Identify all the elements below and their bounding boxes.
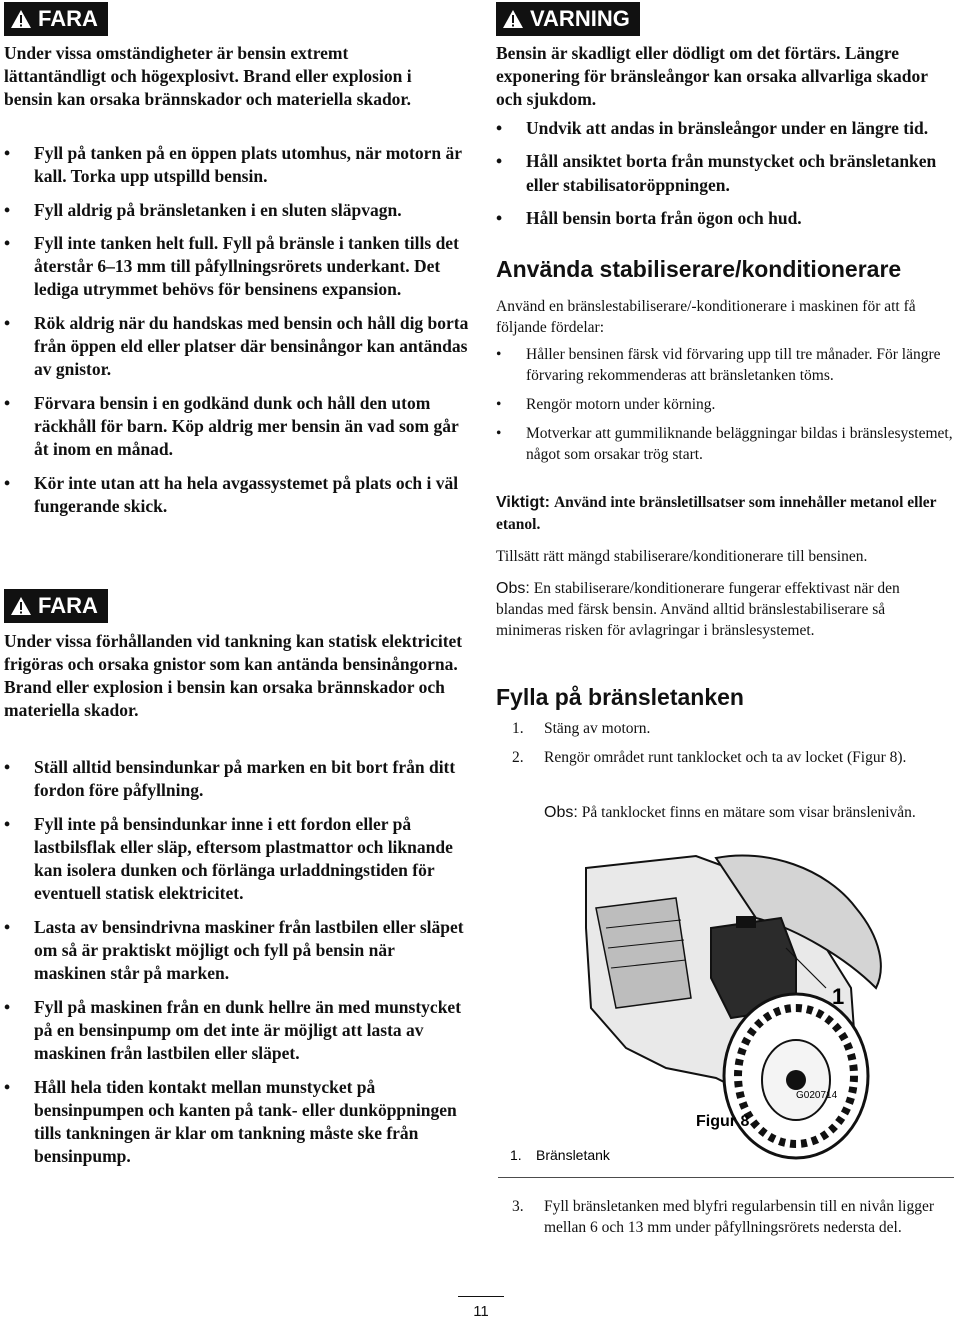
list-item xyxy=(496,718,958,739)
list-item-text: Kör inte utan att ha hela avgassystemet på plats och i väl fungerande skick. xyxy=(34,472,459,516)
bullet-icon: • xyxy=(496,396,502,413)
danger-badge-1 xyxy=(4,2,108,36)
warning-bullets xyxy=(496,117,958,240)
list-item-text: Håller bensinen färsk vid förvaring upp till tre månader. För längre förvaring rekommenderas att bränsletanken töms. xyxy=(526,346,941,384)
fill-note xyxy=(544,802,944,823)
list-item-text: Håll bensin borta från ögon och hud. xyxy=(526,207,802,228)
list-item xyxy=(4,472,470,519)
list-item-text: Fyll inte tanken helt full. Fyll på bränsle i tanken tills det återstår 6–13 mm till påfyllningsrörets underkant. Det lediga utrymmet behövs för bensinens expansion. xyxy=(34,232,459,300)
list-item-text: Håll hela tiden kontakt mellan munstycket på bensinpumpen och kanten på tank- eller dunköppningen tills tankningen är klar om tankning måste ske från bensinpump. xyxy=(34,1076,457,1167)
figure-8 xyxy=(496,848,956,1178)
bullet-icon: • xyxy=(4,996,11,1017)
bullet-icon: • xyxy=(4,472,11,493)
fill-note-label: Obs: xyxy=(544,804,578,821)
list-item-text: Ställ alltid bensindunkar på marken en bit bort från ditt fordon före påfyllning. xyxy=(34,757,456,801)
bullet-icon: • xyxy=(4,392,11,413)
list-item xyxy=(496,207,958,230)
note-label: Obs: xyxy=(496,580,530,597)
list-item xyxy=(4,813,470,906)
danger2-intro: Under vissa förhållanden vid tankning kan statisk elektricitet frigöras och orsaka gnistor som kan antända bensinångorna. Brand eller explosion i bensin kan orsaka brännskador och materiella skador. xyxy=(4,631,463,720)
list-item-text: Fyll inte på bensindunkar inne i ett fordon eller på lastbilsflak eller släp, eftersom plastmattor och liknande kan isolera dunken och förlänga urladdningstiden för eventuell statisk elektricitet. xyxy=(34,813,453,904)
figure-caption: Figur 8 xyxy=(696,1113,750,1130)
list-item-text: Rengör motorn under körning. xyxy=(526,396,716,413)
badge-label: VARNING xyxy=(530,6,630,31)
page-number: 11 xyxy=(458,1296,504,1320)
legend-number: 1. xyxy=(510,1147,522,1163)
warning-badge xyxy=(496,2,640,36)
list-item-text: Fyll på maskinen från en dunk hellre än med munstycket på en bensinpump om det inte är möjligt att lasta av maskinen från lastbilen eller släpet. xyxy=(34,996,462,1064)
list-item xyxy=(4,232,470,302)
badge-label: FARA xyxy=(38,6,98,31)
list-item xyxy=(496,423,958,465)
stabilizer-note xyxy=(496,578,946,641)
bullet-icon: • xyxy=(4,143,11,163)
badge-label: FARA xyxy=(38,593,98,618)
list-item xyxy=(4,916,470,986)
list-item xyxy=(496,344,958,386)
figure-callout: 1 xyxy=(832,984,845,1009)
list-item xyxy=(4,756,470,803)
bullet-icon: • xyxy=(496,151,503,172)
fill-heading: Fylla på bränsletanken xyxy=(496,684,744,710)
step-text: Rengör området runt tanklocket och ta av locket (Figur 8). xyxy=(544,749,907,766)
list-item-text: Motverkar att gummiliknande beläggningar bildas i bränslesystemet, något som orsakar trög start. xyxy=(526,425,953,463)
add-stabilizer-text: Tillsätt rätt mängd stabiliserare/konditionerare till bensinen. xyxy=(496,548,868,565)
danger1-intro: Under vissa omständigheter är bensin extremt lättantändligt och högexplosivt. Brand eller explosion i bensin kan orsaka brännskador och materiella skador. xyxy=(4,43,412,109)
important-text: Använd inte bränsletillsatser som innehåller metanol eller etanol. xyxy=(496,494,937,533)
list-item xyxy=(4,1076,470,1169)
bullet-icon: • xyxy=(496,207,503,228)
important-label: Viktigt: xyxy=(496,494,550,511)
note-text: En stabiliserare/konditionerare fungerar effektivast när den blandas med färsk bensin. Använd alltid bränslestabiliserare så minimeras risken för avlagringar i bränslesystemet. xyxy=(496,580,900,639)
list-item-text: Förvara bensin i en godkänd dunk och håll den utom räckhåll för barn. Köp aldrig mer bensin än vad som går åt inom en månad. xyxy=(34,392,459,460)
step-number: 1. xyxy=(512,720,524,737)
list-item xyxy=(4,392,470,462)
bullet-icon: • xyxy=(4,813,11,834)
list-item xyxy=(496,394,958,415)
stabilizer-bullets xyxy=(496,344,958,473)
warning-triangle-icon xyxy=(10,596,32,616)
list-item-text: Håll ansiktet borta från munstycket och bränsletanken eller stabilisatoröppningen. xyxy=(526,151,937,195)
bullet-icon: • xyxy=(496,425,502,442)
list-item-text: Undvik att andas in bränsleångor under en längre tid. xyxy=(526,118,929,138)
bullet-icon: • xyxy=(4,1076,11,1097)
stabilizer-intro: Använd en bränslestabiliserare/-konditionerare i maskinen för att få följande fördelar: xyxy=(496,298,916,336)
list-item xyxy=(4,199,470,222)
fuel-tank-illustration xyxy=(496,848,956,1178)
bullet-icon: • xyxy=(496,346,502,363)
list-item xyxy=(4,142,470,189)
list-item-text: Lasta av bensindrivna maskiner från lastbilen eller släpet om så är praktiskt möjligt och fyll på bensin när maskinen står på marken. xyxy=(34,916,464,984)
warning-intro: Bensin är skadligt eller dödligt om det förtärs. Längre exponering för bränsleångor kan orsaka allvarliga skador och sjukdom. xyxy=(496,43,928,109)
figure-code: G020714 xyxy=(796,1090,838,1101)
list-item xyxy=(4,996,470,1066)
fill-steps xyxy=(496,718,958,776)
list-item xyxy=(496,747,958,768)
bullet-icon: • xyxy=(4,757,11,777)
danger2-bullets xyxy=(4,756,470,1179)
list-item xyxy=(4,312,470,382)
warning-triangle-icon xyxy=(10,9,32,29)
list-item xyxy=(496,150,958,197)
fill-step-3 xyxy=(496,1196,936,1238)
legend-text: Bränsletank xyxy=(536,1147,610,1163)
important-note xyxy=(496,492,946,536)
bullet-icon: • xyxy=(4,916,11,937)
danger-badge-2 xyxy=(4,589,108,623)
warning-triangle-icon xyxy=(502,9,524,29)
fill-note-text: På tanklocket finns en mätare som visar bränslenivån. xyxy=(581,804,916,821)
stabilizer-heading: Använda stabiliserare/konditionerare xyxy=(496,256,902,282)
list-item-text: Fyll på tanken på en öppen plats utomhus, när motorn är kall. Torka upp utspilld bensin. xyxy=(34,143,462,187)
list-item-text: Rök aldrig när du handskas med bensin och håll dig borta från öppen eld eller platser där bensinångor kan antändas av gnistor. xyxy=(34,312,469,380)
step-number: 2. xyxy=(512,749,524,766)
step-text: Stäng av motorn. xyxy=(544,720,651,737)
danger1-bullets xyxy=(4,142,470,528)
bullet-icon: • xyxy=(4,312,11,333)
bullet-icon: • xyxy=(496,118,503,138)
list-item-text: Fyll aldrig på bränsletanken i en sluten släpvagn. xyxy=(34,199,402,220)
list-item: 3. Fyll bränsletanken med blyfri regularbensin till en nivån ligger mellan 6 och 13 mm under påfyllningsrörets nedersta del. xyxy=(512,1198,934,1236)
bullet-icon: • xyxy=(4,232,11,253)
bullet-icon: • xyxy=(4,199,11,220)
list-item xyxy=(496,117,958,140)
